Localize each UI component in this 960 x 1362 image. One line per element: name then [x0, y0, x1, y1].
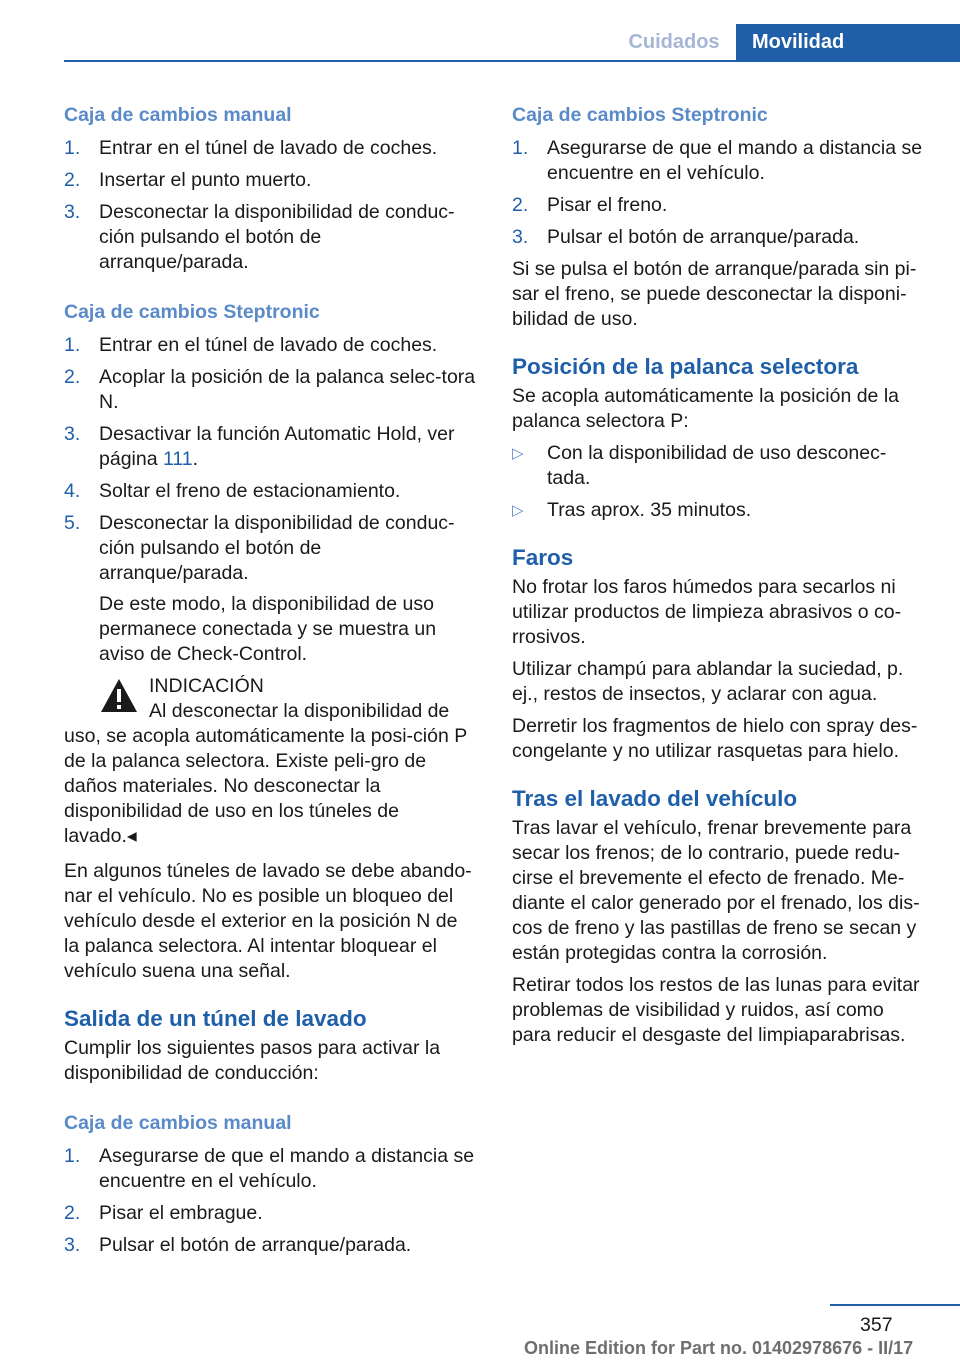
list-item [512, 225, 928, 250]
step-number: 4. [64, 480, 81, 502]
step-text: Pulsar el botón de arranque/parada. [99, 1234, 412, 1256]
list-item [64, 333, 476, 358]
steps-steptronic-2 [512, 136, 928, 250]
step-text: Soltar el freno de estacionamiento. [99, 480, 401, 502]
triangle-right-icon: ▷ [512, 445, 524, 462]
step-text: Desconectar la disponibilidad de conduc‐ción pulsando el botón de arranque/parada. [99, 201, 455, 273]
steps-manual-2 [64, 1144, 476, 1258]
left-column [64, 100, 476, 1265]
step-text: Desconectar la disponibilidad de conduc‐ción pulsando el botón de arranque/parada. [99, 512, 455, 584]
step-number: 2. [64, 1202, 81, 1224]
list-item [512, 193, 928, 218]
list-item [64, 422, 476, 472]
list-item [64, 365, 476, 415]
step-note: De este modo, la disponibilidad de uso permanece conectada y se muestra un aviso de Check-Control. [99, 593, 437, 665]
list-item [64, 511, 476, 667]
step-number: 3. [64, 201, 81, 223]
tab-cuidados[interactable]: Cuidados [612, 24, 736, 60]
triangle-right-icon: ▷ [512, 502, 524, 519]
step-number: 3. [64, 423, 81, 445]
step-text: Pisar el embrague. [99, 1202, 263, 1224]
list-item [512, 441, 928, 491]
step-number: 1. [64, 1145, 81, 1167]
header-rule [64, 60, 960, 62]
paragraph: En algunos túneles de lavado se debe abando‐nar el vehículo. No es posible un bloqueo del vehículo desde el exterior en la posición N de la palanca selectora. Al intentar bloquear el vehículo suena una señal. [64, 860, 472, 982]
paragraph: Derretir los fragmentos de hielo con spray des‐congelante y no utilizar rasquetas para hielo. [512, 715, 918, 762]
step-text: Pulsar el botón de arranque/parada. [547, 226, 860, 248]
list-item [64, 168, 476, 193]
step-number: 2. [64, 169, 81, 191]
step-text-end: . [192, 448, 199, 470]
list-item [512, 498, 928, 523]
warning-text: uso, se acopla automáticamente la posi‐ción P de la palanca selectora. Existe peli‐gro de daños materiales. No desconectar la disponibilidad de uso en los túneles de lavado.◂ [64, 725, 467, 847]
bullet-list [512, 441, 928, 523]
paragraph: Se acopla automáticamente la posición de la palanca selectora P: [512, 385, 899, 432]
section-title-lavado: Tras el lavado del vehículo [512, 786, 798, 811]
bullet-text: Tras aprox. 35 minutos. [547, 499, 752, 521]
subheading-steptronic: Caja de cambios Steptronic [64, 301, 320, 323]
steps-steptronic [64, 333, 476, 667]
warning-triangle-icon [99, 676, 139, 716]
footer-edition: Online Edition for Part no. 01402978676 - II/17 [524, 1338, 914, 1358]
warning-lead: Al desconectar la disponibilidad de [149, 700, 450, 722]
step-text: Entrar en el túnel de lavado de coches. [99, 334, 438, 356]
paragraph: No frotar los faros húmedos para secarlos ni utilizar productos de limpieza abrasivos o co‐rrosivos. [512, 576, 902, 648]
warning-box [64, 674, 476, 849]
list-item [64, 1233, 476, 1258]
steps-manual [64, 136, 476, 275]
list-item [64, 200, 476, 275]
page-header [0, 0, 960, 62]
step-text: Asegurarse de que el mando a distancia se encuentre en el vehículo. [547, 137, 923, 184]
step-text: Acoplar la posición de la palanca selec‐tora N. [99, 366, 476, 413]
section-title-palanca: Posición de la palanca selectora [512, 354, 859, 379]
page-link[interactable]: 111 [162, 448, 193, 470]
page-number: 357 [860, 1314, 893, 1336]
list-item [64, 136, 476, 161]
warning-title: INDICACIÓN [149, 675, 264, 697]
subheading-manual: Caja de cambios manual [64, 104, 292, 126]
step-number: 1. [64, 137, 81, 159]
tab-movilidad[interactable]: Movilidad [736, 24, 960, 60]
step-text: Insertar el punto muerto. [99, 169, 312, 191]
step-number: 3. [64, 1234, 81, 1256]
list-item [64, 1201, 476, 1226]
step-number: 2. [64, 366, 81, 388]
section-title-salida: Salida de un túnel de lavado [64, 1006, 367, 1031]
section-title-faros: Faros [512, 545, 574, 570]
subheading-manual-2: Caja de cambios manual [64, 1112, 292, 1134]
list-item [64, 1144, 476, 1194]
step-number: 3. [512, 226, 529, 248]
step-text: Desactivar la función Automatic Hold, ver página [99, 423, 455, 470]
right-column [512, 100, 928, 1055]
subheading-steptronic-2: Caja de cambios Steptronic [512, 104, 768, 126]
footer-rule [830, 1304, 960, 1306]
paragraph: Retirar todos los restos de las lunas para evitar problemas de visibilidad y ruidos, así como para reducir el desgaste del limpiaparabrisas. [512, 974, 920, 1046]
step-number: 2. [512, 194, 529, 216]
paragraph: Cumplir los siguientes pasos para activar la disponibilidad de conducción: [64, 1037, 441, 1084]
paragraph: Si se pulsa el botón de arranque/parada sin pi‐sar el freno, se puede desconectar la disponi‐bilidad de uso. [512, 258, 917, 330]
paragraph: Utilizar champú para ablandar la suciedad, p. ej., restos de insectos, y aclarar con agua. [512, 658, 904, 705]
list-item [512, 136, 928, 186]
step-text: Pisar el freno. [547, 194, 668, 216]
bullet-text: Con la disponibilidad de uso desconec‐tada. [547, 442, 887, 489]
step-number: 1. [512, 137, 529, 159]
step-text: Entrar en el túnel de lavado de coches. [99, 137, 438, 159]
list-item [64, 479, 476, 504]
step-text: Asegurarse de que el mando a distancia se encuentre en el vehículo. [99, 1145, 475, 1192]
step-number: 1. [64, 334, 81, 356]
paragraph: Tras lavar el vehículo, frenar brevemente para secar los frenos; de lo contrario, puede redu‐cirse el brevemente el efecto de frenado. Me‐diante el calor generado por el frenado, los dis‐cos de freno y las pastillas de freno se secan y están protegidas contra la corrosión. [512, 817, 920, 964]
step-number: 5. [64, 512, 81, 534]
